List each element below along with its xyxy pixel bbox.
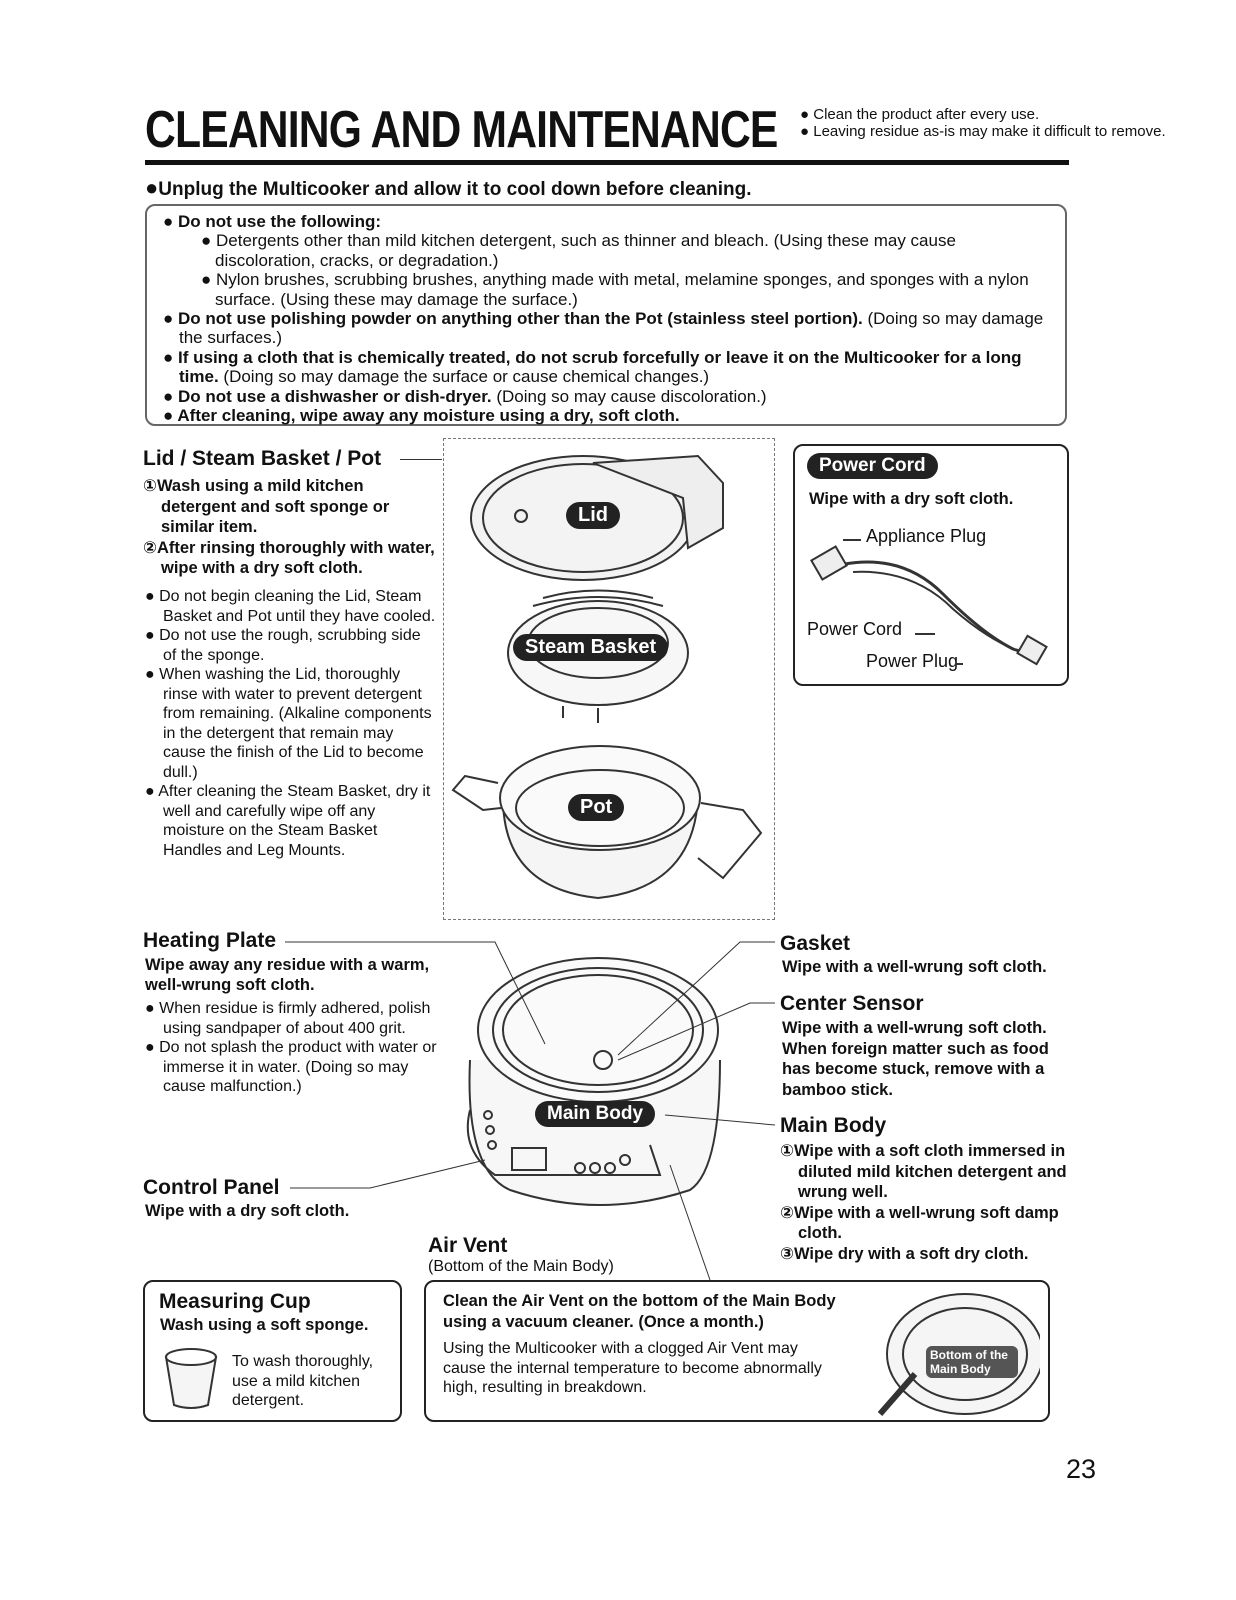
lid-section-heading: Lid / Steam Basket / Pot xyxy=(143,447,382,470)
warnings-box: ● Do not use the following: ● Detergents other than mild kitchen detergent, such as thinner and bleach. (Using these may cause discoloration, cracks, or degradation.) ● Nylon brushes, scrubbing brushes, anything made with metal, melamine sponges, and sponges with a nylon surface. (Using these may damage the surface.) ● Do not use polishing powder on anything other than the Pot (stainless steel portion). (Doing so may damage the surfaces.) ● If using a cloth that is chemically treated, do not scrub forcefully or leave it on the Multicooker for a long time. (Doing so may damage the surface or cause chemical changes.) ● Do not use a dishwasher or dish-dryer. (Doing so may cause discoloration.) ● After cleaning, wipe away any moisture using a dry, soft cloth. xyxy=(145,204,1067,426)
page-title: CLEANING AND MAINTENANCE xyxy=(145,101,778,159)
control-panel-heading: Control Panel xyxy=(143,1176,280,1199)
polish-warning: Do not use polishing powder on anything other than the Pot (stainless steel portion). xyxy=(178,309,863,329)
steam-basket-label: Steam Basket xyxy=(513,634,668,661)
air-vent-text: Using the Multicooker with a clogged Air Vent may cause the internal temperature to become abnormally high, resulting in breakdown. xyxy=(443,1340,822,1396)
bottom-of-main-body-badge: Bottom of the Main Body xyxy=(926,1346,1018,1378)
control-panel-instruction: Wipe with a dry soft cloth. xyxy=(145,1202,350,1220)
power-cord-instruction: Wipe with a dry soft cloth. xyxy=(809,490,1014,508)
measuring-cup-icon xyxy=(160,1345,222,1411)
heating-plate-bullet: When residue is firmly adhered, polish using sandpaper of about 400 grit. xyxy=(159,1000,431,1037)
main-body-step: ①Wipe with a soft cloth immersed in diluted mild kitchen detergent and wrung well. xyxy=(780,1142,1067,1201)
air-vent-heading: Air Vent xyxy=(428,1234,508,1257)
center-sensor-instruction: Wipe with a well-wrung soft cloth. When foreign matter such as food has become stuck, remove with a bamboo stick. xyxy=(782,1019,1049,1099)
power-cord-label: Power Cord xyxy=(807,619,903,639)
cloth-note: (Doing so may damage the surface or cause chemical changes.) xyxy=(218,367,710,387)
lid-label: Lid xyxy=(566,502,620,529)
heating-plate-heading: Heating Plate xyxy=(143,929,277,952)
unplug-text: Unplug the Multicooker and allow it to cool down before cleaning. xyxy=(158,179,752,200)
intro-note: Leaving residue as-is may make it difficult to remove. xyxy=(813,123,1166,140)
lid-bullet: After cleaning the Steam Basket, dry it well and carefully wipe off any moisture on the Steam Basket Handles and Leg Mounts. xyxy=(158,783,431,859)
main-body-steps xyxy=(780,1141,1072,1264)
measuring-cup-heading: Measuring Cup xyxy=(159,1290,311,1313)
main-body-label: Main Body xyxy=(535,1101,655,1127)
unplug-notice: ●Unplug the Multicooker and allow it to cool down before cleaning. xyxy=(145,175,752,200)
heating-plate-bullets: ● When residue is firmly adhered, polish using sandpaper of about 400 grit. ● Do not splash the product with water or immerse it in water. (Doing so may cause malfunction.) xyxy=(145,1000,437,1095)
main-body-step: ②Wipe with a well-wrung soft damp cloth. xyxy=(780,1203,1059,1242)
gasket-heading: Gasket xyxy=(780,932,851,955)
dishwasher-note: (Doing so may cause discoloration.) xyxy=(491,386,767,406)
pot-label: Pot xyxy=(568,794,624,821)
main-body-heading: Main Body xyxy=(780,1114,887,1137)
main-body-illustration xyxy=(280,920,780,1290)
intro-notes: ● Clean the product after every use. ● Leaving residue as-is may make it difficult to remove. xyxy=(800,106,1166,140)
power-plug-label: Power Plug xyxy=(866,651,959,671)
appliance-plug-label: Appliance Plug xyxy=(866,526,987,546)
lid-step: ②After rinsing thoroughly with water, wipe with a dry soft cloth. xyxy=(143,538,435,577)
cloth-warning: If using a cloth that is chemically treated, do not scrub forcefully or leave it on the Multicooker for a long time. xyxy=(178,347,1022,387)
leader-line xyxy=(400,459,442,460)
lid-bullet: When washing the Lid, thoroughly rinse with water to prevent detergent from remaining. (Alkaline components in the detergent that remain may cause the finish of the Lid to become dull.) xyxy=(159,666,432,781)
main-body-step: ③Wipe dry with a soft dry cloth. xyxy=(780,1244,1029,1263)
power-cord-illustration xyxy=(793,444,1069,686)
polish-note: (Doing so may damage the surfaces.) xyxy=(179,309,1044,348)
lid-bullet: Do not begin cleaning the Lid, Steam Basket and Pot until they have cooled. xyxy=(159,588,436,625)
heating-plate-instruction: Wipe away any residue with a warm, well-wrung soft cloth. xyxy=(145,956,430,994)
after-cleaning-warning: After cleaning, wipe away any moisture using a dry, soft cloth. xyxy=(177,406,680,426)
lid-bullet: Do not use the rough, scrubbing side of the sponge. xyxy=(159,627,421,664)
do-not-use-item: Detergents other than mild kitchen detergent, such as thinner and bleach. (Using these may cause discoloration, cracks, or degradation.) xyxy=(215,231,956,270)
heating-plate-bullet: Do not splash the product with water or immerse it in water. (Doing so may cause malfunction.) xyxy=(159,1039,437,1095)
measuring-cup-instruction: Wash using a soft sponge. xyxy=(160,1316,369,1334)
do-not-use-item: Nylon brushes, scrubbing brushes, anything made with metal, melamine sponges, and sponges with a nylon surface. (Using these may damage the surface.) xyxy=(215,270,1029,309)
dishwasher-warning: Do not use a dishwasher or dish-dryer. xyxy=(178,386,492,406)
page-number: 23 xyxy=(1066,1454,1097,1484)
measuring-cup-text: To wash thoroughly, use a mild kitchen detergent. xyxy=(232,1353,374,1409)
center-sensor-heading: Center Sensor xyxy=(780,992,924,1015)
pot-illustration xyxy=(453,746,761,898)
do-not-use-heading: Do not use the following: xyxy=(178,212,382,231)
air-vent-instruction: Clean the Air Vent on the bottom of the Main Body using a vacuum cleaner. (Once a month.) xyxy=(443,1292,836,1331)
power-cord-heading: Power Cord xyxy=(807,453,938,479)
lid-step: ①Wash using a mild kitchen detergent and soft sponge or similar item. xyxy=(143,477,390,536)
intro-note: Clean the product after every use. xyxy=(813,106,1040,123)
title-rule xyxy=(145,160,1069,165)
lid-bullets: ● Do not begin cleaning the Lid, Steam Basket and Pot until they have cooled. ● Do not use the rough, scrubbing side of the sponge. ● When washing the Lid, thoroughly rinse with water to prevent detergent from remaining. (Alkaline components in the detergent that remain may cause the finish of the Lid to become dull.) ● After cleaning the Steam Basket, dry it well and carefully wipe off any moisture on the Steam Basket Handles and Leg Mounts. xyxy=(145,588,436,859)
lid-steps xyxy=(143,476,438,579)
air-vent-sub: (Bottom of the Main Body) xyxy=(428,1258,614,1275)
gasket-instruction: Wipe with a well-wrung soft cloth. xyxy=(782,958,1047,976)
